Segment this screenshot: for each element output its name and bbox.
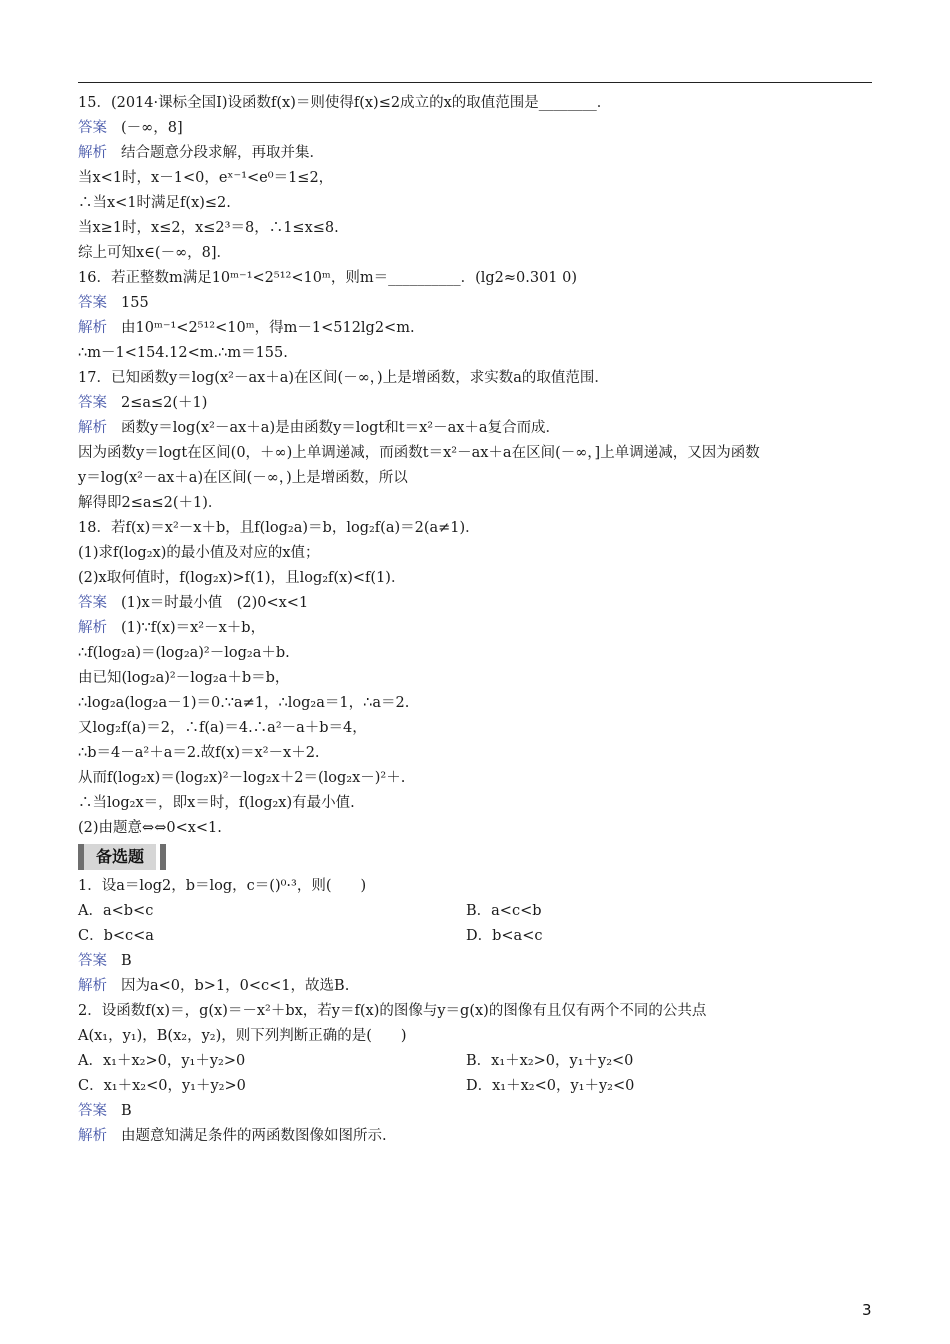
- text-line: [78, 266, 878, 291]
- line-text: 当x≥1时，x≤2，x≤2³＝8，∴1≤x≤8.: [78, 220, 339, 236]
- line-text: 由题意知满足条件的两函数图像如图所示.: [121, 1128, 387, 1144]
- choice-row: [78, 899, 878, 924]
- analysis-label: 解析: [78, 145, 107, 161]
- analysis-label: 解析: [78, 420, 107, 436]
- line-text: (1)求f(log₂x)的最小值及对应的x值；: [78, 545, 320, 561]
- text-line: [78, 766, 878, 791]
- line-text: 综上可知x∈(－∞，8]．: [78, 245, 232, 261]
- line-text: 解得即2≤a≤2(＋1)．: [78, 495, 223, 511]
- line-text: (2)由题意⇔⇔0<x<1.: [78, 820, 222, 836]
- line-text: 1．设a＝log2，b＝log，c＝()⁰·³，则( ): [78, 878, 367, 894]
- choice-option: B．x₁＋x₂>0，y₁＋y₂<0: [466, 1053, 634, 1069]
- text-line: [78, 816, 878, 841]
- document-body: [78, 91, 878, 1149]
- text-line: [78, 691, 878, 716]
- text-line: [78, 441, 878, 466]
- choice-option: D．x₁＋x₂<0，y₁＋y₂<0: [466, 1078, 635, 1094]
- analysis-label: 解析: [78, 1128, 107, 1144]
- answer-label: 答案: [78, 395, 107, 411]
- heading-bar-right: [160, 844, 166, 870]
- line-text: (1)x＝时最小值 (2)0<x<1: [121, 595, 309, 611]
- page-number: 3: [862, 1301, 872, 1319]
- text-line: [78, 116, 878, 141]
- line-text: 结合题意分段求解，再取并集．: [121, 145, 324, 161]
- text-line: [78, 1099, 878, 1124]
- text-line: [78, 666, 878, 691]
- text-line: [78, 391, 878, 416]
- text-line: [78, 416, 878, 441]
- text-line: [78, 466, 878, 491]
- line-text: 又log₂f(a)＝2，∴f(a)＝4.∴a²－a＋b＝4，: [78, 720, 367, 736]
- answer-label: 答案: [78, 953, 107, 969]
- line-text: (1)∵f(x)＝x²－x＋b，: [121, 620, 266, 636]
- text-line: [78, 616, 878, 641]
- text-line: [78, 141, 878, 166]
- text-line: [78, 1024, 878, 1049]
- line-text: ∴m－1<154.12<m.∴m＝155.: [78, 345, 288, 361]
- line-text: 因为函数y＝logt在区间(0，＋∞)上单调递减，而函数t＝x²－ax＋a在区间(－∞，]上单调递减，又因为函数: [78, 445, 760, 461]
- line-text: 由10ᵐ⁻¹<2⁵¹²<10ᵐ，得m－1<512lg2<m.: [121, 320, 415, 336]
- text-line: [78, 791, 878, 816]
- answer-label: 答案: [78, 120, 107, 136]
- line-text: 当x<1时，x－1<0，eˣ⁻¹<e⁰＝1≤2，: [78, 170, 334, 186]
- text-line: [78, 716, 878, 741]
- text-line: [78, 641, 878, 666]
- line-text: A(x₁，y₁)，B(x₂，y₂)，则下列判断正确的是( ): [78, 1028, 407, 1044]
- line-text: 15．(2014·课标全国Ⅰ)设函数f(x)＝则使得f(x)≤2成立的x的取值范围是________．: [78, 95, 612, 111]
- choice-option: A．x₁＋x₂>0，y₁＋y₂>0: [78, 1053, 246, 1069]
- analysis-label: 解析: [78, 320, 107, 336]
- text-line: [78, 741, 878, 766]
- choice-row: [78, 924, 878, 949]
- header-rule: [78, 82, 872, 83]
- line-text: 2≤a≤2(＋1): [121, 395, 208, 411]
- choice-option: C．x₁＋x₂<0，y₁＋y₂>0: [78, 1078, 246, 1094]
- line-text: 17．已知函数y＝log(x²－ax＋a)在区间(－∞，)上是增函数，求实数a的取值范围．: [78, 370, 609, 386]
- analysis-label: 解析: [78, 620, 107, 636]
- choice-option: A．a<b<c: [78, 903, 154, 919]
- text-line: [78, 516, 878, 541]
- choice-option: D．b<a<c: [466, 928, 543, 944]
- problems-block: [78, 91, 878, 841]
- line-text: B: [121, 1103, 132, 1119]
- text-line: [78, 191, 878, 216]
- text-line: [78, 341, 878, 366]
- line-text: 18．若f(x)＝x²－x＋b，且f(log₂a)＝b，log₂f(a)＝2(a≠1)．: [78, 520, 480, 536]
- line-text: (2)x取何值时，f(log₂x)>f(1)，且log₂f(x)<f(1)．: [78, 570, 406, 586]
- line-text: ∴f(log₂a)＝(log₂a)²－log₂a＋b.: [78, 645, 290, 661]
- text-line: [78, 216, 878, 241]
- text-line: [78, 541, 878, 566]
- answer-label: 答案: [78, 595, 107, 611]
- line-text: (－∞，8]: [121, 120, 183, 136]
- line-text: 函数y＝log(x²－ax＋a)是由函数y＝logt和t＝x²－ax＋a复合而成．: [121, 420, 561, 436]
- line-text: ∴log₂a(log₂a－1)＝0.∵a≠1，∴log₂a＝1，∴a＝2.: [78, 695, 410, 711]
- text-line: [78, 491, 878, 516]
- text-line: [78, 949, 878, 974]
- line-text: ∴当log₂x＝，即x＝时，f(log₂x)有最小值.: [78, 795, 355, 811]
- choice-option: C．b<c<a: [78, 928, 154, 944]
- line-text: y＝log(x²－ax＋a)在区间(－∞，)上是增函数，所以: [78, 470, 408, 486]
- line-text: 16．若正整数m满足10ᵐ⁻¹<2⁵¹²<10ᵐ，则m＝__________．(lg2≈0.301 0): [78, 270, 578, 286]
- text-line: [78, 566, 878, 591]
- line-text: 由已知(log₂a)²－log₂a＋b＝b，: [78, 670, 290, 686]
- line-text: ∴b＝4－a²＋a＝2.故f(x)＝x²－x＋2.: [78, 745, 320, 761]
- text-line: [78, 999, 878, 1024]
- answer-label: 答案: [78, 295, 107, 311]
- answer-label: 答案: [78, 1103, 107, 1119]
- line-text: B: [121, 953, 132, 969]
- text-line: [78, 1124, 878, 1149]
- backup-problems-block: [78, 874, 878, 1149]
- text-line: [78, 91, 878, 116]
- choice-row: [78, 1074, 878, 1099]
- text-line: [78, 366, 878, 391]
- text-line: [78, 291, 878, 316]
- line-text: 从而f(log₂x)＝(log₂x)²－log₂x＋2＝(log₂x－)²＋.: [78, 770, 406, 786]
- section-heading: [78, 844, 878, 870]
- text-line: [78, 974, 878, 999]
- text-line: [78, 241, 878, 266]
- choice-row: [78, 1049, 878, 1074]
- text-line: [78, 591, 878, 616]
- section-title: 备选题: [84, 844, 156, 870]
- text-line: [78, 166, 878, 191]
- line-text: 因为a<0，b>1，0<c<1，故选B.: [121, 978, 350, 994]
- choice-option: B．a<c<b: [466, 903, 542, 919]
- line-text: 155: [121, 295, 149, 311]
- text-line: [78, 316, 878, 341]
- line-text: 2．设函数f(x)＝，g(x)＝－x²＋bx，若y＝f(x)的图像与y＝g(x)的图像有且仅有两个不同的公共点: [78, 1003, 707, 1019]
- text-line: [78, 874, 878, 899]
- analysis-label: 解析: [78, 978, 107, 994]
- line-text: ∴当x<1时满足f(x)≤2.: [78, 195, 231, 211]
